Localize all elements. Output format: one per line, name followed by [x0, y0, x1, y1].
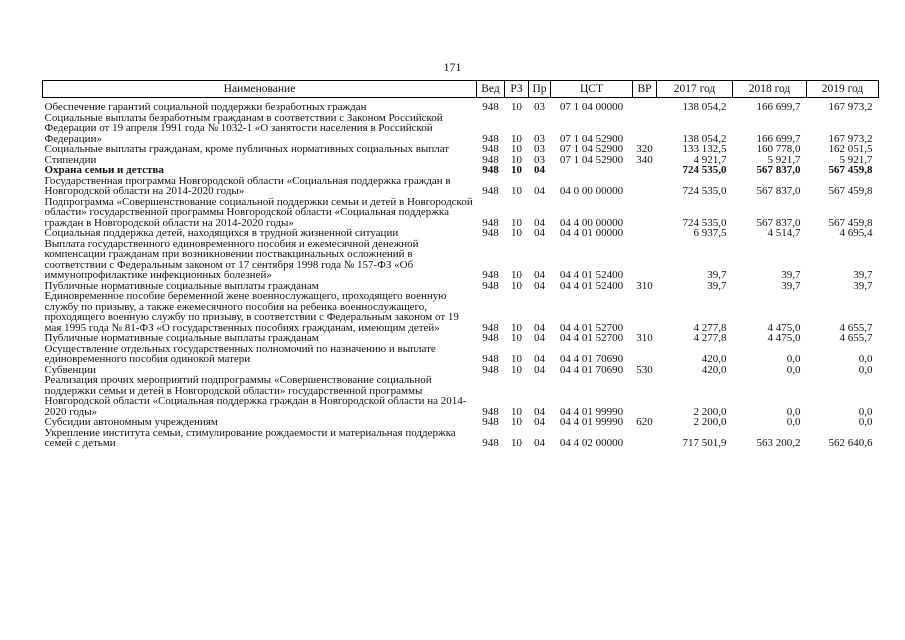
cell-2019: 0,0: [858, 363, 873, 376]
cell-name: Публичные нормативные социальные выплаты гражданам: [44, 332, 319, 344]
cell-2019: 562 640,6: [828, 437, 873, 449]
cell-pr: 04: [534, 216, 545, 229]
cell-2018: 567 837,0: [756, 216, 801, 229]
cell-pr: 04: [534, 164, 545, 176]
header-cst: ЦСТ: [551, 81, 633, 98]
table-row: [43, 102, 879, 113]
cell-cst: [551, 165, 633, 176]
cell-2018: 4 475,0: [767, 321, 801, 334]
header-2018: 2018 год: [733, 81, 807, 98]
cell-name: Единовременное пособие беременной жене военнослужащего, проходящего военную службу по призыву, а также ежемесячного пособия на ребенка военнослужащего, проходящего военную службу по призыву, в соответствии с Федеральным законом от 19 мая 1995 года № 81-ФЗ «О государственных пособиях гражданам, имеющим детей»: [44, 290, 459, 334]
cell-name: Субвенции: [44, 363, 97, 376]
cell-vr: [633, 176, 657, 197]
cell-vr: 320: [636, 143, 653, 155]
cell-name: Выплата государственного единовременного пособия и ежемесячной денежной компенсации гражданам при возникновении поствакцинальных осложнений в соответствии с Федеральным законом от 17 сентября 1998 года № 157-ФЗ «Об иммунопрофилактике инфекционных болезней»: [44, 237, 419, 281]
cell-ved: 948: [482, 227, 499, 239]
cell-2019: 39,7: [853, 279, 873, 292]
cell-2018: 160 778,0: [756, 143, 801, 155]
cell-name: Реализация прочих мероприятий подпрограммы «Совершенствование социальной поддержки семьи и детей в Новгородской области» государственной программы Новгородской области «Социальная поддержка граждан в Новгородской области на 2014-2020 годы»: [44, 374, 467, 418]
cell-ved: 948: [482, 332, 499, 344]
table-row: [43, 176, 879, 197]
cell-2018: 166 699,7: [756, 132, 801, 145]
cell-2017: 133 132,5: [682, 143, 727, 155]
cell-pr: 04: [534, 279, 545, 292]
cell-rz: 10: [511, 332, 522, 344]
cell-2018: 4 475,0: [767, 332, 801, 344]
cell-name: Осуществление отдельных государственных полномочий по назначению и выплате единовременного пособия одинокой матери: [44, 342, 436, 365]
cell-pr: 03: [534, 132, 545, 145]
cell-ved: 948: [482, 437, 499, 449]
cell-2019: 162 051,5: [828, 143, 873, 155]
cell-cst: 04 4 01 52700: [559, 321, 624, 334]
cell-name: Государственная программа Новгородской области «Социальная поддержка граждан в Новгородской области на 2014-2020 годы»: [44, 174, 451, 197]
cell-2019: 0,0: [858, 405, 873, 418]
cell-rz: 10: [511, 153, 522, 166]
cell-rz: 10: [511, 405, 522, 418]
cell-ved: 948: [482, 416, 499, 428]
cell-ved: 948: [482, 405, 499, 418]
cell-ved: 948: [482, 185, 499, 197]
cell-rz: 10: [511, 143, 522, 155]
cell-ved: 948: [482, 216, 499, 229]
cell-cst: 07 1 04 52900: [559, 143, 624, 155]
page-number: 171: [443, 60, 462, 74]
cell-2019: 567 459,8: [828, 185, 873, 197]
cell-2017: 6 937,5: [693, 227, 727, 239]
cell-vr: 340: [636, 153, 653, 166]
cell-cst: 04 4 01 00000: [559, 227, 624, 239]
budget-table: [42, 80, 879, 449]
cell-2019: 39,7: [853, 269, 873, 281]
cell-vr: 530: [636, 363, 653, 376]
cell-2017: 2 200,0: [693, 416, 727, 428]
header-name: Наименование: [43, 81, 477, 98]
cell-cst: 04 4 01 52400: [559, 269, 624, 281]
cell-2019: 0,0: [858, 416, 873, 428]
cell-rz: 10: [511, 101, 522, 113]
cell-rz: 10: [511, 216, 522, 229]
cell-cst: 04 4 00 00000: [559, 216, 624, 229]
cell-cst: 04 4 01 52700: [559, 332, 624, 344]
header-vr: ВР: [633, 81, 657, 98]
table-row: [43, 155, 879, 166]
cell-vr: [633, 113, 657, 145]
cell-cst: 07 1 04 52900: [559, 132, 624, 145]
cell-2018: 563 200,2: [756, 437, 801, 449]
cell-rz: 10: [511, 227, 522, 239]
cell-2017: 39,7: [707, 279, 727, 292]
table-row: [43, 239, 879, 281]
cell-vr: [633, 375, 657, 417]
cell-name: Стипендии: [44, 153, 97, 166]
cell-vr: 310: [636, 332, 653, 344]
cell-cst: 04 4 02 00000: [559, 437, 624, 449]
cell-vr: [633, 291, 657, 333]
cell-vr: [633, 228, 657, 239]
table-row: [43, 428, 879, 449]
cell-2017: 724 535,0: [682, 164, 727, 176]
cell-vr: [633, 344, 657, 365]
cell-ved: 948: [482, 164, 499, 176]
cell-cst: 04 4 01 70690: [559, 363, 624, 376]
cell-ved: 948: [482, 132, 499, 145]
cell-rz: 10: [511, 353, 522, 365]
cell-ved: 948: [482, 153, 499, 166]
cell-pr: 04: [534, 321, 545, 334]
cell-vr: [633, 102, 657, 113]
table-row: [43, 417, 879, 428]
cell-ved: 948: [482, 353, 499, 365]
cell-vr: [633, 165, 657, 176]
cell-cst: 07 1 04 52900: [559, 153, 624, 166]
cell-name: Социальная поддержка детей, находящихся в трудной жизненной ситуации: [44, 227, 399, 239]
cell-name: Социальные выплаты гражданам, кроме публичных нормативных социальных выплат: [44, 143, 450, 155]
cell-2019: 567 459,8: [828, 164, 873, 176]
cell-vr: [633, 197, 657, 229]
cell-2017: 420,0: [701, 353, 727, 365]
cell-ved: 948: [482, 101, 499, 113]
cell-2019: 567 459,8: [828, 216, 873, 229]
header-ved: Вед: [477, 81, 505, 98]
cell-2017: 717 501,9: [682, 437, 727, 449]
cell-rz: 10: [511, 363, 522, 376]
cell-2017: 420,0: [701, 363, 727, 376]
table-body: [43, 98, 879, 449]
cell-name: Публичные нормативные социальные выплаты гражданам: [44, 279, 319, 292]
cell-ved: 948: [482, 269, 499, 281]
cell-2019: 0,0: [858, 353, 873, 365]
cell-ved: 948: [482, 279, 499, 292]
cell-pr: 04: [534, 416, 545, 428]
cell-vr: [633, 428, 657, 449]
cell-pr: 04: [534, 353, 545, 365]
cell-2018: 39,7: [781, 279, 801, 292]
cell-vr: 310: [636, 279, 653, 292]
cell-pr: 03: [534, 153, 545, 166]
cell-pr: 04: [534, 363, 545, 376]
table-row: [43, 165, 879, 176]
cell-rz: 10: [511, 185, 522, 197]
cell-cst: 07 1 04 00000: [559, 101, 624, 113]
cell-2018: 567 837,0: [756, 185, 801, 197]
cell-2018: 0,0: [786, 363, 801, 376]
cell-rz: 10: [511, 269, 522, 281]
cell-rz: 10: [511, 416, 522, 428]
cell-ved: 948: [482, 321, 499, 334]
table-row: [43, 333, 879, 344]
header-pr: Пр: [529, 81, 551, 98]
cell-rz: 10: [511, 279, 522, 292]
cell-2019: 4 655,7: [839, 321, 873, 334]
cell-pr: 04: [534, 437, 545, 449]
header-2019: 2019 год: [807, 81, 879, 98]
cell-2019: 5 921,7: [839, 153, 873, 166]
cell-cst: 04 4 01 70690: [559, 353, 624, 365]
cell-cst: 04 4 01 99990: [559, 416, 624, 428]
cell-2018: 39,7: [781, 269, 801, 281]
cell-2018: 0,0: [786, 405, 801, 418]
cell-2018: 4 514,7: [767, 227, 801, 239]
table-row: [43, 144, 879, 155]
header-2017: 2017 год: [657, 81, 733, 98]
cell-2017: 138 054,2: [682, 132, 727, 145]
table-row: [43, 197, 879, 229]
cell-pr: 03: [534, 143, 545, 155]
cell-2018: 5 921,7: [767, 153, 801, 166]
cell-2017: 724 535,0: [682, 185, 727, 197]
cell-2019: 167 973,2: [828, 101, 873, 113]
cell-2017: 4 277,8: [693, 321, 727, 334]
cell-cst: 04 0 00 00000: [559, 185, 624, 197]
cell-cst: 04 4 01 52400: [559, 279, 624, 292]
cell-name: Охрана семьи и детства: [44, 164, 164, 176]
cell-2017: 724 535,0: [682, 216, 727, 229]
cell-name: Субсидии автономным учреждениям: [44, 416, 218, 428]
cell-2018: 567 837,0: [756, 164, 801, 176]
cell-name: Обеспечение гарантий социальной поддержки безработных граждан: [44, 101, 367, 113]
cell-pr: 04: [534, 185, 545, 197]
table-row: [43, 113, 879, 145]
cell-rz: 10: [511, 164, 522, 176]
cell-rz: 10: [511, 437, 522, 449]
cell-2017: 4 277,8: [693, 332, 727, 344]
cell-2017: 39,7: [707, 269, 727, 281]
cell-2019: 4 655,7: [839, 332, 873, 344]
cell-2017: 4 921,7: [693, 153, 727, 166]
cell-name: Укрепление института семьи, стимулирование рождаемости и материальная поддержка семей с детьми: [44, 426, 456, 449]
cell-vr: [633, 239, 657, 281]
cell-ved: 948: [482, 143, 499, 155]
table-row: [43, 228, 879, 239]
cell-ved: 948: [482, 363, 499, 376]
cell-name: Подпрограмма «Совершенствование социальной поддержки семьи и детей в Новгородской области» государственной программы Новгородской области «Социальная поддержка граждан в Новгородской области на 2014-2020 годы»: [44, 195, 473, 229]
cell-2019: 167 973,2: [828, 132, 873, 145]
cell-rz: 10: [511, 321, 522, 334]
table-row: [43, 291, 879, 333]
table-row: [43, 375, 879, 417]
table-row: [43, 344, 879, 365]
cell-rz: 10: [511, 132, 522, 145]
cell-2017: 138 054,2: [682, 101, 727, 113]
table-header: [43, 81, 879, 98]
cell-pr: 04: [534, 227, 545, 239]
cell-2018: 0,0: [786, 416, 801, 428]
cell-2018: 0,0: [786, 353, 801, 365]
cell-name: Социальные выплаты безработным гражданам в соответствии с Законом Российской Федерации от 19 апреля 1991 года № 1032-1 «О занятости населения в Российской Федерации»: [44, 111, 443, 145]
cell-vr: 620: [636, 416, 653, 428]
cell-pr: 04: [534, 332, 545, 344]
cell-cst: 04 4 01 99990: [559, 405, 624, 418]
cell-pr: 04: [534, 405, 545, 418]
cell-2019: 4 695,4: [839, 227, 873, 239]
cell-pr: 03: [534, 101, 545, 113]
header-rz: РЗ: [505, 81, 529, 98]
cell-2018: 166 699,7: [756, 101, 801, 113]
cell-pr: 04: [534, 269, 545, 281]
cell-2017: 2 200,0: [693, 405, 727, 418]
